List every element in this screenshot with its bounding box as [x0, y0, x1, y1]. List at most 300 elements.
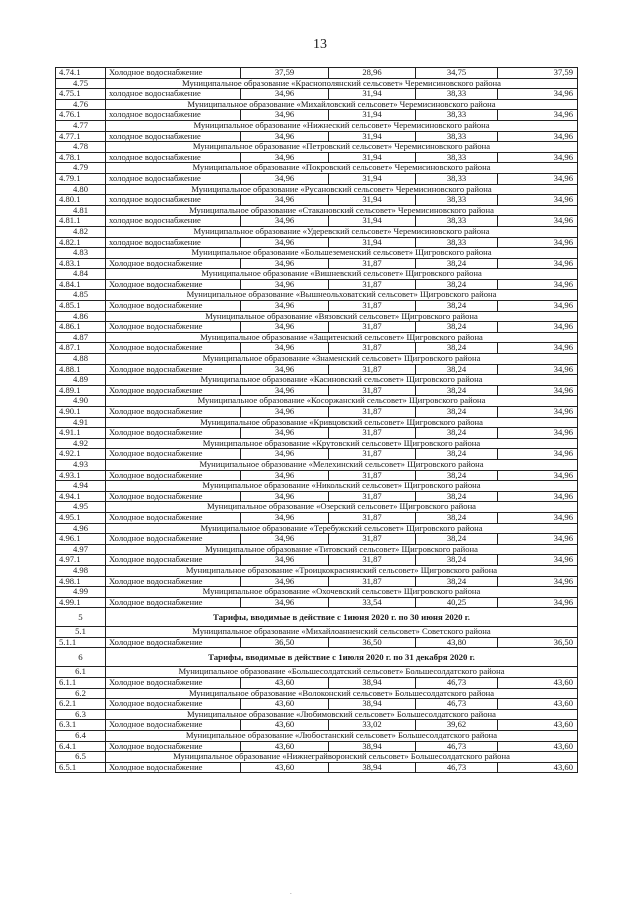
tariff-value: 43,60: [498, 762, 578, 773]
tariff-value: 43,60: [241, 720, 329, 731]
service-name: Холодное водоснабжение: [106, 597, 241, 608]
tariff-value: 38,33: [416, 237, 498, 248]
tariff-value: 36,50: [329, 637, 416, 648]
footer-mark: .: [290, 888, 292, 896]
table-row: [56, 195, 578, 206]
row-number: 4.88.1: [56, 364, 106, 375]
service-name: Холодное водоснабжение: [106, 322, 241, 333]
tariff-value: 38,94: [329, 699, 416, 710]
row-number: 4.92.1: [56, 449, 106, 460]
municipality-row: [56, 731, 578, 742]
table-row: [56, 322, 578, 333]
tariff-value: 34,96: [498, 131, 578, 142]
municipality-row: [56, 120, 578, 131]
tariff-value: 46,73: [416, 699, 498, 710]
row-number: 4.96.1: [56, 534, 106, 545]
row-number: 4.81.1: [56, 216, 106, 227]
row-number: 4.81: [56, 205, 106, 216]
municipality-title: Муниципальное образование «Михайловский сельсовет» Черемисиновского района: [106, 99, 578, 110]
tariff-value: 34,96: [241, 449, 329, 460]
municipality-title: Муниципальное образование «Титовский сельсовет» Щигровского района: [106, 544, 578, 555]
tariff-value: 34,96: [241, 364, 329, 375]
table-row: [56, 741, 578, 752]
tariff-value: 34,96: [241, 407, 329, 418]
tariff-value: 31,87: [329, 512, 416, 523]
row-number: 4.83: [56, 248, 106, 259]
tariff-value: 34,96: [498, 216, 578, 227]
tariff-value: 31,94: [329, 173, 416, 184]
tariff-value: 34,96: [498, 555, 578, 566]
tariff-value: 34,96: [498, 470, 578, 481]
row-number: 4.97: [56, 544, 106, 555]
service-name: Холодное водоснабжение: [106, 534, 241, 545]
tariff-value: 31,94: [329, 89, 416, 100]
tariff-value: 31,94: [329, 131, 416, 142]
municipality-row: [56, 78, 578, 89]
municipality-title: Муниципальное образование «Озерский сельсовет» Щигровского района: [106, 502, 578, 513]
tariff-value: 38,24: [416, 534, 498, 545]
row-number: 4.90: [56, 396, 106, 407]
row-number: 4.98: [56, 565, 106, 576]
tariff-value: 43,60: [498, 741, 578, 752]
table-row: [56, 343, 578, 354]
service-name: Холодное водоснабжение: [106, 428, 241, 439]
tariff-value: 38,24: [416, 512, 498, 523]
row-number: 4.94.1: [56, 491, 106, 502]
tariff-value: 43,60: [498, 699, 578, 710]
tariff-value: 40,25: [416, 597, 498, 608]
row-number: 4.91.1: [56, 428, 106, 439]
row-number: 4.97.1: [56, 555, 106, 566]
table-row: [56, 173, 578, 184]
row-number: 4.86: [56, 311, 106, 322]
service-name: Холодное водоснабжение: [106, 555, 241, 566]
row-number: 6.4.1: [56, 741, 106, 752]
section-heading: Тарифы, вводимые в действие с 1июня 2020 г. по 30 июня 2020 г.: [106, 608, 578, 627]
municipality-title: Муниципальное образование «Троицкокраснянский сельсовет» Щигровского района: [106, 565, 578, 576]
table-row: [56, 762, 578, 773]
row-number: 5.1: [56, 627, 106, 638]
service-name: Холодное водоснабжение: [106, 449, 241, 460]
municipality-title: Муниципальное образование «Нижнеграйворонский сельсовет» Большесолдатского района: [106, 752, 578, 763]
row-number: 4.84.1: [56, 279, 106, 290]
municipality-row: [56, 417, 578, 428]
table-row: [56, 258, 578, 269]
tariff-value: 34,96: [498, 534, 578, 545]
tariff-value: 38,33: [416, 216, 498, 227]
tariff-value: 31,87: [329, 385, 416, 396]
tariff-value: 34,96: [498, 343, 578, 354]
row-number: 4.96: [56, 523, 106, 534]
tariff-value: 31,87: [329, 470, 416, 481]
row-number: 4.98.1: [56, 576, 106, 587]
municipality-row: [56, 163, 578, 174]
tariff-value: 34,96: [241, 131, 329, 142]
row-number: 6.5.1: [56, 762, 106, 773]
tariff-value: 34,96: [241, 322, 329, 333]
tariff-value: 46,73: [416, 762, 498, 773]
tariff-value: 38,24: [416, 449, 498, 460]
municipality-title: Муниципальное образование «Удеревский сельсовет» Черемисиновского района: [106, 226, 578, 237]
service-name: холодное водоснабжение: [106, 131, 241, 142]
service-name: Холодное водоснабжение: [106, 741, 241, 752]
municipality-row: [56, 375, 578, 386]
service-name: холодное водоснабжение: [106, 110, 241, 121]
municipality-row: [56, 396, 578, 407]
tariff-value: 34,96: [241, 216, 329, 227]
municipality-row: [56, 565, 578, 576]
tariff-value: 34,96: [498, 407, 578, 418]
municipality-title: Муниципальное образование «Мелехинский сельсовет» Щигровского района: [106, 459, 578, 470]
tariff-value: 38,24: [416, 279, 498, 290]
tariff-value: 34,96: [498, 152, 578, 163]
tariff-value: 34,96: [241, 470, 329, 481]
tariff-value: 34,96: [498, 237, 578, 248]
row-number: 4.76: [56, 99, 106, 110]
tariff-value: 38,24: [416, 491, 498, 502]
service-name: Холодное водоснабжение: [106, 576, 241, 587]
tariff-value: 34,96: [241, 110, 329, 121]
row-number: 4.79.1: [56, 173, 106, 184]
municipality-row: [56, 269, 578, 280]
table-row: [56, 407, 578, 418]
municipality-row: [56, 184, 578, 195]
service-name: Холодное водоснабжение: [106, 491, 241, 502]
service-name: Холодное водоснабжение: [106, 385, 241, 396]
municipality-title: Муниципальное образование «Знаменский сельсовет» Щигровского района: [106, 354, 578, 365]
table-row: [56, 89, 578, 100]
row-number: 4.78: [56, 142, 106, 153]
tariff-value: 38,24: [416, 407, 498, 418]
row-number: 4.89: [56, 375, 106, 386]
municipality-title: Муниципальное образование «Кривцовский сельсовет» Щигровского района: [106, 417, 578, 428]
service-name: Холодное водоснабжение: [106, 637, 241, 648]
tariff-value: 38,24: [416, 343, 498, 354]
tariff-value: 43,60: [498, 678, 578, 689]
row-number: 6.5: [56, 752, 106, 763]
row-number: 4.80: [56, 184, 106, 195]
municipality-title: Муниципальное образование «Русановский сельсовет» Черемисиновского района: [106, 184, 578, 195]
row-number: 6.2.1: [56, 699, 106, 710]
row-number: 4.94: [56, 481, 106, 492]
municipality-title: Муниципальное образование «Большеземенский сельсовет» Щигровского района: [106, 248, 578, 259]
row-number: 4.77: [56, 120, 106, 131]
tariff-value: 33,02: [329, 720, 416, 731]
table-row: [56, 449, 578, 460]
service-name: холодное водоснабжение: [106, 152, 241, 163]
tariff-value: 34,96: [241, 576, 329, 587]
tariff-value: 38,24: [416, 428, 498, 439]
service-name: Холодное водоснабжение: [106, 279, 241, 290]
service-name: холодное водоснабжение: [106, 173, 241, 184]
table-row: [56, 678, 578, 689]
municipality-row: [56, 438, 578, 449]
row-number: 4.85: [56, 290, 106, 301]
section-heading: Тарифы, вводимые в действие с 1июля 2020 г. по 31 декабря 2020 г.: [106, 648, 578, 667]
service-name: Холодное водоснабжение: [106, 678, 241, 689]
tariff-value: 34,96: [498, 110, 578, 121]
row-number: 4.93: [56, 459, 106, 470]
municipality-title: Муниципальное образование «Никольский сельсовет» Щигровского района: [106, 481, 578, 492]
tariff-value: 34,96: [498, 597, 578, 608]
municipality-row: [56, 142, 578, 153]
municipality-row: [56, 248, 578, 259]
tariff-value: 37,59: [498, 68, 578, 79]
municipality-title: Муниципальное образование «Михайлоанненский сельсовет» Советского района: [106, 627, 578, 638]
row-number: 4.84: [56, 269, 106, 280]
section-heading-row: [56, 648, 578, 667]
tariff-value: 38,33: [416, 110, 498, 121]
row-number: 6.3: [56, 709, 106, 720]
municipality-row: [56, 205, 578, 216]
tariff-value: 31,87: [329, 407, 416, 418]
row-number: 4.77.1: [56, 131, 106, 142]
municipality-title: Муниципальное образование «Любимовский сельсовет» Большесолдатского района: [106, 709, 578, 720]
tariff-value: 38,24: [416, 555, 498, 566]
row-number: 4.82.1: [56, 237, 106, 248]
service-name: холодное водоснабжение: [106, 237, 241, 248]
table-row: [56, 637, 578, 648]
row-number: 4.76.1: [56, 110, 106, 121]
tariff-value: 34,96: [241, 279, 329, 290]
municipality-row: [56, 627, 578, 638]
tariff-value: 34,96: [241, 89, 329, 100]
municipality-row: [56, 688, 578, 699]
row-number: 4.75: [56, 78, 106, 89]
tariff-value: 34,96: [498, 364, 578, 375]
tariff-value: 38,33: [416, 89, 498, 100]
municipality-row: [56, 354, 578, 365]
row-number: 4.88: [56, 354, 106, 365]
tariff-value: 34,96: [241, 385, 329, 396]
row-number: 4.74.1: [56, 68, 106, 79]
tariff-value: 38,24: [416, 576, 498, 587]
tariff-value: 43,80: [416, 637, 498, 648]
row-number: 4.78.1: [56, 152, 106, 163]
tariff-value: 31,94: [329, 237, 416, 248]
service-name: Холодное водоснабжение: [106, 720, 241, 731]
row-number: 4.99.1: [56, 597, 106, 608]
tariff-value: 46,73: [416, 741, 498, 752]
municipality-title: Муниципальное образование «Охочевский сельсовет» Щигровского района: [106, 587, 578, 598]
service-name: Холодное водоснабжение: [106, 301, 241, 312]
row-number: 4.89.1: [56, 385, 106, 396]
row-number: 6.3.1: [56, 720, 106, 731]
tariff-value: 31,87: [329, 491, 416, 502]
tariff-value: 34,96: [241, 491, 329, 502]
row-number: 4.75.1: [56, 89, 106, 100]
service-name: холодное водоснабжение: [106, 89, 241, 100]
service-name: Холодное водоснабжение: [106, 699, 241, 710]
tariff-value: 31,94: [329, 195, 416, 206]
tariff-value: 31,87: [329, 364, 416, 375]
row-number: 4.87: [56, 332, 106, 343]
tariff-value: 31,94: [329, 110, 416, 121]
tariff-value: 34,96: [241, 597, 329, 608]
tariff-value: 34,96: [241, 173, 329, 184]
table-row: [56, 428, 578, 439]
tariff-value: 37,59: [241, 68, 329, 79]
row-number: 4.87.1: [56, 343, 106, 354]
tariff-value: 38,24: [416, 385, 498, 396]
municipality-row: [56, 99, 578, 110]
municipality-row: [56, 226, 578, 237]
row-number: 4.93.1: [56, 470, 106, 481]
row-number: 6.1: [56, 667, 106, 678]
tariff-value: 34,96: [241, 555, 329, 566]
tariff-value: 34,96: [241, 512, 329, 523]
municipality-row: [56, 587, 578, 598]
row-number: 4.92: [56, 438, 106, 449]
municipality-title: Муниципальное образование «Теребужский сельсовет» Щигровского района: [106, 523, 578, 534]
tariff-value: 31,87: [329, 279, 416, 290]
municipality-row: [56, 502, 578, 513]
row-number: 4.99: [56, 587, 106, 598]
municipality-title: Муниципальное образование «Косоржанский сельсовет» Щигровского района: [106, 396, 578, 407]
row-number: 6.4: [56, 731, 106, 742]
municipality-row: [56, 523, 578, 534]
tariff-value: 38,33: [416, 152, 498, 163]
table-row: [56, 534, 578, 545]
table-row: [56, 491, 578, 502]
table-row: [56, 131, 578, 142]
tariff-table-body: [56, 68, 578, 773]
tariff-value: 31,87: [329, 534, 416, 545]
table-row: [56, 699, 578, 710]
service-name: Холодное водоснабжение: [106, 512, 241, 523]
tariff-value: 34,96: [241, 152, 329, 163]
tariff-value: 31,87: [329, 428, 416, 439]
municipality-row: [56, 709, 578, 720]
table-row: [56, 555, 578, 566]
tariff-value: 46,73: [416, 678, 498, 689]
tariff-value: 33,54: [329, 597, 416, 608]
tariff-value: 34,96: [241, 343, 329, 354]
tariff-value: 38,33: [416, 131, 498, 142]
service-name: Холодное водоснабжение: [106, 364, 241, 375]
tariff-value: 34,96: [498, 89, 578, 100]
municipality-title: Муниципальное образование «Волоконский сельсовет» Большесолдатского района: [106, 688, 578, 699]
tariff-value: 39,62: [416, 720, 498, 731]
row-number: 4.79: [56, 163, 106, 174]
table-row: [56, 110, 578, 121]
municipality-row: [56, 544, 578, 555]
table-row: [56, 68, 578, 79]
tariff-value: 31,87: [329, 301, 416, 312]
tariff-value: 34,96: [241, 534, 329, 545]
tariff-value: 34,96: [498, 301, 578, 312]
tariff-value: 38,94: [329, 741, 416, 752]
service-name: Холодное водоснабжение: [106, 258, 241, 269]
row-number: 4.95: [56, 502, 106, 513]
tariff-value: 28,96: [329, 68, 416, 79]
municipality-title: Муниципальное образование «Вязовский сельсовет» Щигровского района: [106, 311, 578, 322]
tariff-value: 36,50: [241, 637, 329, 648]
municipality-title: Муниципальное образование «Нижнеский сельсовет» Черемисиновского района: [106, 120, 578, 131]
municipality-title: Муниципальное образование «Касиновский сельсовет» Щигровского района: [106, 375, 578, 386]
row-number: 6.1.1: [56, 678, 106, 689]
tariff-value: 31,87: [329, 322, 416, 333]
section-number: 5: [56, 608, 106, 627]
municipality-title: Муниципальное образование «Петровский сельсовет» Черемисиновского района: [106, 142, 578, 153]
tariff-value: 38,24: [416, 364, 498, 375]
service-name: Холодное водоснабжение: [106, 68, 241, 79]
tariff-value: 31,87: [329, 343, 416, 354]
tariff-value: 31,87: [329, 576, 416, 587]
tariff-value: 34,75: [416, 68, 498, 79]
row-number: 6.2: [56, 688, 106, 699]
row-number: 4.82: [56, 226, 106, 237]
municipality-title: Муниципальное образование «Стакановский сельсовет» Черемисиновского района: [106, 205, 578, 216]
tariff-value: 43,60: [498, 720, 578, 731]
tariff-value: 43,60: [241, 699, 329, 710]
page-number: 13: [313, 37, 327, 52]
municipality-row: [56, 667, 578, 678]
service-name: холодное водоснабжение: [106, 216, 241, 227]
table-row: [56, 385, 578, 396]
municipality-title: Муниципальное образование «Краснополянский сельсовет» Черемисиновского района: [106, 78, 578, 89]
tariff-value: 34,96: [498, 491, 578, 502]
tariff-value: 34,96: [498, 449, 578, 460]
row-number: 4.80.1: [56, 195, 106, 206]
table-row: [56, 237, 578, 248]
tariff-value: 34,96: [241, 301, 329, 312]
row-number: 4.95.1: [56, 512, 106, 523]
tariff-value: 34,96: [498, 576, 578, 587]
table-row: [56, 279, 578, 290]
municipality-title: Муниципальное образование «Вышнеольховатский сельсовет» Щигровского района: [106, 290, 578, 301]
tariff-value: 34,96: [498, 385, 578, 396]
tariff-table: [55, 67, 578, 773]
table-row: [56, 597, 578, 608]
tariff-value: 34,96: [498, 173, 578, 184]
tariff-value: 38,24: [416, 470, 498, 481]
table-row: [56, 301, 578, 312]
tariff-value: 34,96: [498, 258, 578, 269]
tariff-value: 38,24: [416, 301, 498, 312]
tariff-value: 38,24: [416, 322, 498, 333]
municipality-row: [56, 332, 578, 343]
tariff-value: 43,60: [241, 741, 329, 752]
row-number: 4.90.1: [56, 407, 106, 418]
service-name: холодное водоснабжение: [106, 195, 241, 206]
tariff-value: 43,60: [241, 762, 329, 773]
tariff-value: 31,87: [329, 555, 416, 566]
municipality-row: [56, 752, 578, 763]
section-number: 6: [56, 648, 106, 667]
row-number: 4.85.1: [56, 301, 106, 312]
tariff-value: 31,94: [329, 152, 416, 163]
row-number: 4.83.1: [56, 258, 106, 269]
tariff-value: 38,24: [416, 258, 498, 269]
municipality-title: Муниципальное образование «Защитенский сельсовет» Щигровского района: [106, 332, 578, 343]
tariff-value: 43,60: [241, 678, 329, 689]
tariff-value: 34,96: [241, 195, 329, 206]
tariff-value: 34,96: [498, 512, 578, 523]
tariff-value: 34,96: [498, 428, 578, 439]
municipality-title: Муниципальное образование «Вишневский сельсовет» Щигровского района: [106, 269, 578, 280]
row-number: 5.1.1: [56, 637, 106, 648]
municipality-row: [56, 481, 578, 492]
tariff-value: 31,87: [329, 258, 416, 269]
municipality-row: [56, 311, 578, 322]
table-row: [56, 512, 578, 523]
tariff-value: 31,87: [329, 449, 416, 460]
municipality-title: Муниципальное образование «Покровский сельсовет» Черемисиновского района: [106, 163, 578, 174]
service-name: Холодное водоснабжение: [106, 470, 241, 481]
tariff-value: 34,96: [498, 322, 578, 333]
municipality-row: [56, 459, 578, 470]
